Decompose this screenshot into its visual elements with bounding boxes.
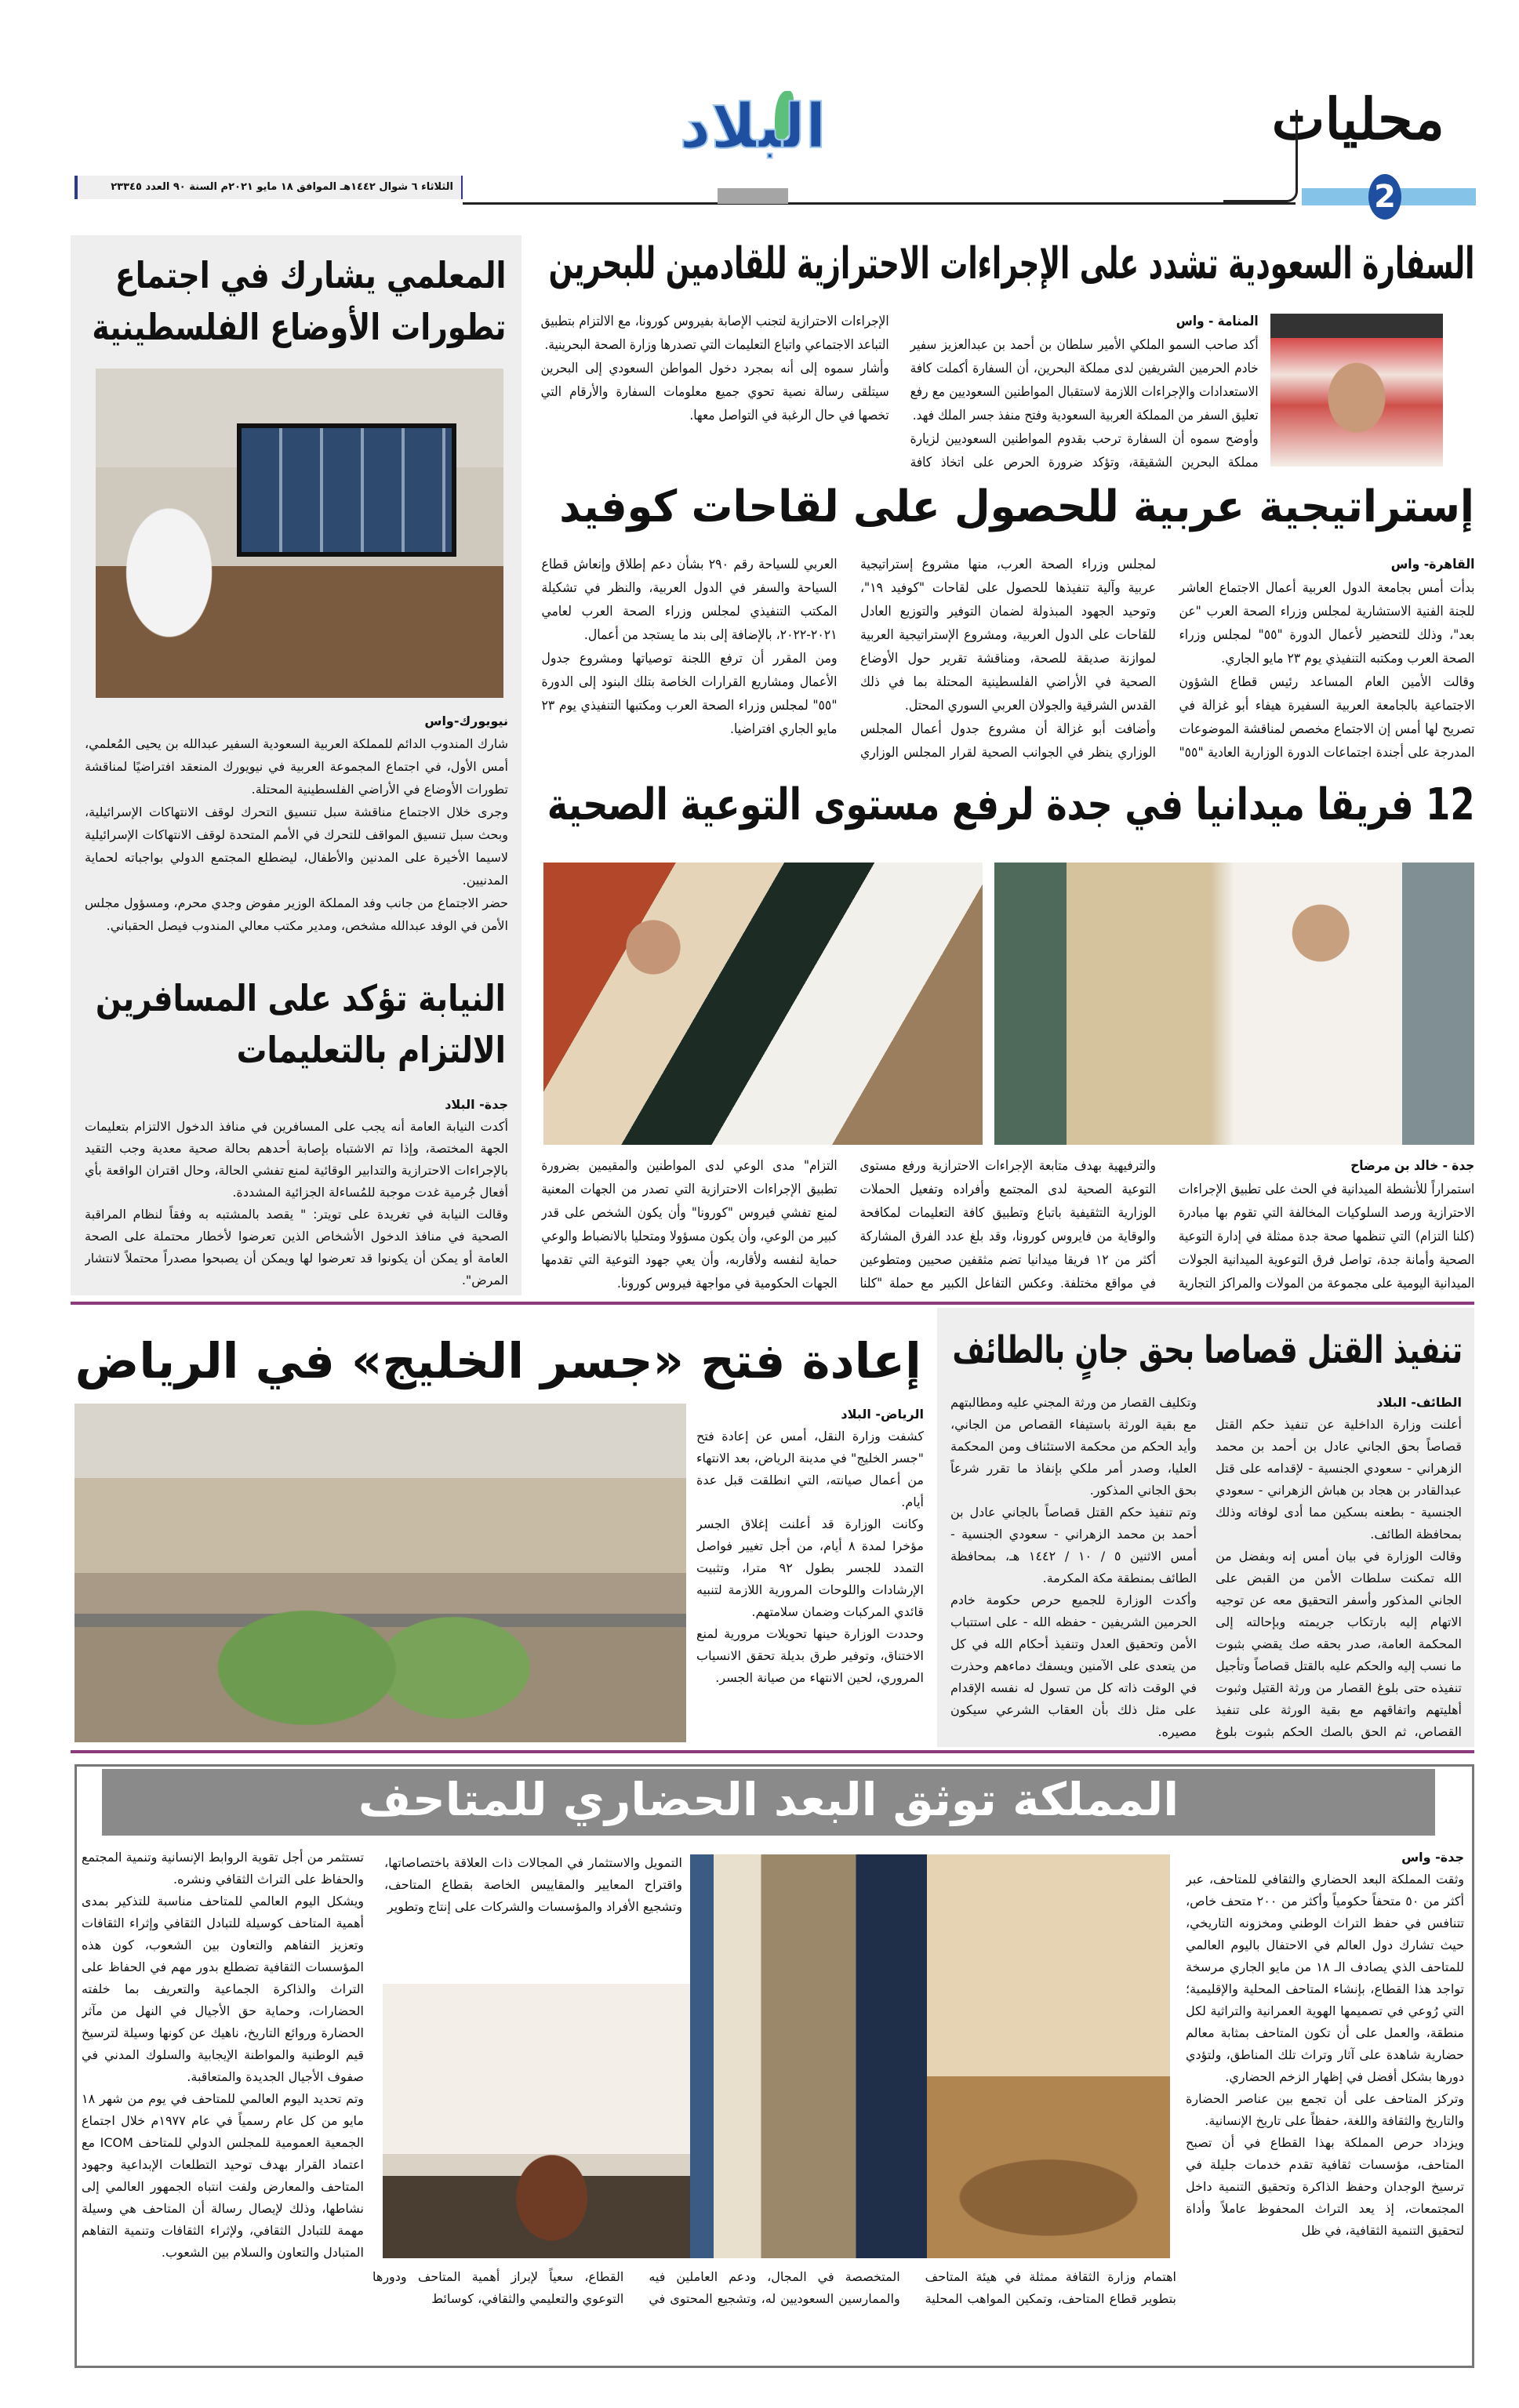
article-jeddah-teams-body: جدة - خالد بن مرضاح استمراراً للأنشطة الميدانية في الحث على تطبيق الإجراءات الاحترازية ورصد السلوكيات المخالفة التي تقوم بها مبادرة (كلنا التزام) التي تنظمها صحة جدة ممثلة في إدارة التوعية الصحية وأمانة جدة، تواصل فرق التوعوية الميدانية الجولات الميدانية اليومية على مجموعة من المولات والمراكز التجارية والترفيهية بهدف متابعة الإجراءات الاحترازية ورفع مستوى التوعية الصحية لدى المجتمع وأفراده وتفعيل الحملات الوزارية التثقيفية باتباع وتطبيق كافة التعليمات لمكافحة والوقاية من فايروس كورونا، وقد بلغ عدد الفرق المشاركة أكثر من ١٢ فريقا ميدانيا تضم مثقفين صحيين ومتطوعين في مواقع مختلفة. وعكس التفاعل الكبير مع حملة "كلنا التزام" مدى الوعي لدى المواطنين والمقيمين بضرورة تطبيق الإجراءات الاحترازية التي تصدر من الجهات المعنية لمنع تفشي فيروس "كورونا" وأن يكون الشخص على قدر كبير من الوعي، وأن يكون مسؤولا ومتحليا بالانضباط والوعي حماية لنفسه ولأقاربه، وأن يعي جهود التوعية التي تقدمها الجهات الحكومية في مواجهة فيروس كورونا. <box>541 1154 1474 1297</box>
section-divider <box>71 1302 1474 1305</box>
headline-strategy: إستراتيجية عربية للحصول على لقاحات كوفيد <box>559 482 1474 532</box>
photo-inspection-team-2 <box>543 863 983 1145</box>
photo-inspection-team-1 <box>994 863 1474 1145</box>
photo-ambassador <box>1270 314 1443 467</box>
article-bahrain-body: المنامة - واس أكد صاحب السمو الملكي الأمير سلطان بن أحمد بن عبدالعزيز سفير خادم الحرمين الشريفين لدى مملكة البحرين، أن السفارة أكملت كافة الاستعدادات والإجراءات اللازمة لاستقبال المواطنين السعوديين مع رفع تعليق السفر من المملكة العربية السعودية وفتح منفذ جسر الملك فهد. وأوضح سموه أن السفارة ترحب بقدوم المواطنين السعوديين لزيارة مملكة البحرين الشقيقة، وتؤكد ضرورة الحرص على اتخاذ كافة الإجراءات الاحترازية لتجنب الإصابة بفيروس كورونا، مع الالتزام بتطبيق التباعد الاجتماعي واتباع التعليمات التي تصدرها وزارة الصحة البحرينية. وأشار سموه إلى أنه بمجرد دخول المواطن السعودي إلى البحرين سيتلقى رسالة نصية تحوي جميع معلومات السفارة والأرقام التي تخصها في حال الرغبة في التواصل معها. <box>541 310 1259 476</box>
article-prosecution-body: جدة- البلاد أكدت النيابة العامة أنه يجب على المسافرين في منافذ الدخول الالتزام بتعليمات الجهة المختصة، وإذا تم الاشتباه بإصابة أحدهم بحالة صحية معدية وجب التقيد بالإجراءات الاحترازية والتدابير الوقائية لمنع تفشي الحالة، وحال اقتران الواقعة بأي أفعال جُرمية غدت موجبة للمُساءلة الجزائية المشددة. وقالت النيابة في تغريدة على تويتر: " يقصد بالمشتبه به وفقاً لنظام المراقبة الصحية في منافذ الدخول الأشخاص الذين تعرضوا لأخطار محتملة على الصحة العامة أو يمكن أن يكونوا قد تعرضوا لها ويمكن أن يصبحوا مصدراً محتملاً لانتشار المرض". <box>85 1094 508 1291</box>
article-strategy-body: القاهرة- واس بدأت أمس بجامعة الدول العربية أعمال الاجتماع العاشر للجنة الفنية الاستشارية لمجلس وزراء الصحة العرب "عن بعد"، وذلك للتحضير لأعمال الدورة "٥٥" لمجلس وزراء الصحة العرب ومكتبه التنفيذي يوم ٢٣ مايو الجاري. وقالت الأمين العام المساعد رئيس قطاع الشؤون الاجتماعية بالجامعة العربية السفيرة هيفاء أبو غزالة في تصريح لها أمس إن الاجتماع مخصص لمناقشة الموضوعات المدرجة على أجندة اجتماعات الدورة الوزارية العادية "٥٥" لمجلس وزراء الصحة العرب، منها مشروع إستراتيجية عربية وآلية تنفيذها للحصول على لقاحات "كوفيد ١٩"، وتوحيد الجهود المبذولة لضمان التوفير والتوزيع العادل للقاحات على الدول العربية، ومشروع الإستراتيجية العربية لموازنة صديقة للصحة، ومناقشة تقرير حول الأوضاع الصحية في الأراضي الفلسطينية المحتلة بما في ذلك القدس الشرقية والجولان العربي السوري المحتل. وأضافت أبو غزالة أن مشروع جدول أعمال المجلس الوزاري ينظر في الجوانب الصحية لقرار المجلس الوزاري العربي للسياحة رقم ٢٩٠ بشأن دعم إطلاق وإنعاش قطاع السياحة والسفر في الدول العربية، والنظر في تشكيلة المكتب التنفيذي لمجلس وزراء الصحة العرب لعامي ٢٠٢١-٢٠٢٢، بالإضافة إلى بند ما يستجد من أعمال. ومن المقرر أن ترفع اللجنة توصياتها ومشروع جدول الأعمال ومشاريع القرارات الخاصة بتلك البنود إلى الدورة "٥٥" لمجلس وزراء الصحة العرب ومكتبها التنفيذي يوم ٢٣ مايو الجاري افتراضيا. <box>541 553 1474 774</box>
article-taif-body: الطائف- البلاد أعلنت وزارة الداخلية عن تنفيذ حكم القتل قصاصاً بحق الجاني عادل بن أحمد بن محمد الزهراني - سعودي الجنسية - لإقدامه على قتل عبدالقادر بن هجاد بن هباش الزهراني - سعودي الجنسية - بطعنه بسكين مما أدى لوفاته وذلك بمحافظة الطائف. وقالت الوزارة في بيان أمس إنه وبفضل من الله تمكنت سلطات الأمن من القبض على الجاني المذكور وأسفر التحقيق معه عن توجيه الاتهام إليه بارتكاب جريمته وبإحالته إلى المحكمة العامة، صدر بحقه صك يقضي بثبوت ما نسب إليه والحكم عليه بالقتل قصاصاً وتأجيل تنفيذه حتى بلوغ القصار من ورثة القتيل وثبوت أهليتهم واتفاقهم مع بقية الورثة على تنفيذ القصاص، ثم الحق بالصك الحكم بثبوت بلوغ وتكليف القصار من ورثة المجني عليه ومطالبتهم مع بقية الورثة باستيفاء القصاص من الجاني، وأيد الحكم من محكمة الاستئناف ومن المحكمة العليا، وصدر أمر ملكي بإنفاذ ما تقرر شرعاً بحق الجاني المذكور. وتم تنفيذ حكم القتل قصاصاً بالجاني عادل بن أحمد بن محمد الزهراني - سعودي الجنسية - أمس الاثنين ٥ / ١٠ / ١٤٤٢ هـ، بمحافظة الطائف بمنطقة مكة المكرمة. وأكدت الوزارة للجميع حرص حكومة خادم الحرمين الشريفين - حفظه الله - على استتباب الأمن وتحقيق العدل وتنفيذ أحكام الله في كل من يتعدى على الآمنين ويسفك دماءهم وحذرت في الوقت ذاته كل من تسول له نفسه الإقدام على مثل ذلك بأن العقاب الشرعي سيكون مصيره. <box>950 1392 1462 1745</box>
photo-virtual-meeting <box>96 369 503 698</box>
dateline: الرياض- البلاد <box>841 1407 924 1422</box>
issue-dateline: الثلاثاء ٦ شوال ١٤٤٢هـ الموافق ١٨ مايو ٢٠٢١م السنة ٩٠ العدد ٢٣٣٤٥ <box>74 176 463 199</box>
section-divider <box>71 1750 1474 1753</box>
dateline: الطائف- البلاد <box>1376 1395 1462 1410</box>
photo-museum-pottery <box>383 1984 690 2258</box>
section-title-bracket <box>1223 110 1298 202</box>
headline-bahrain: السفارة السعودية تشدد على الإجراءات الاحترازية للقادمين للبحرين <box>548 239 1474 289</box>
article-museums-right: جدة- واس وثقت المملكة البعد الحضاري والثقافي للمتاحف، عبر أكثر من ٥٠ متحفاً حكومياً وأكثر من ٢٠٠ متحف خاص، تتنافس في حفظ التراث الوطني ومخزونه التاريخي، حيث تشارك دول العالم في الاحتفال باليوم العالمي للمتاحف الذي يصادف الـ ١٨ من مايو الجاري مرسخة تواجد هذا القطاع، بإنشاء المتاحف المحلية والإقليمية؛ التي رُوعي في تصميمها الهوية العمرانية والتراثية لكل منطقة، والعمل على أن تكون المتاحف بمثابة معالم حضارية شاهدة على آثار وتراث تلك المناطق، ولتؤدي دورها بشكل أفضل في إظهار الزخم الحضاري. وتركز المتاحف على أن تجمع بين عناصر الحضارة والتاريخ والثقافة واللغة، حفظاً على تاريخ الإنسانية. ويزداد حرص المملكة بهذا القطاع في أن تصبح المتاحف، مؤسسات ثقافية تقدم خدمات جليلة في ترسيخ الوجدان وحفظ الذاكرة وتحقيق التنمية داخل المجتمعات، إذ يعد التراث المحفوظ عاملاً وأداة لتحقيق التنمية الثقافية، في ظل <box>1186 1847 1464 2360</box>
photo-museum-heritage-house <box>690 1854 927 2258</box>
photo-museum-boat <box>927 1854 1170 2258</box>
page-number: 2 <box>1374 179 1396 215</box>
logo-underbar <box>718 188 788 204</box>
dateline: المنامة - واس <box>1176 314 1259 329</box>
meeting-screen <box>237 423 456 557</box>
article-museums-bottom-strip: اهتمام وزارة الثقافة ممثلة في هيئة المتاحف بتطوير قطاع المتاحف، وتمكين المواهب المحلية المتخصصة في المجال، ودعم العاملين فيه والممارسين السعوديين له، وتشجيع المحتوى في القطاع، سعياً لإبراز أهمية المتاحف ودورها التوعوي والتعليمي والثقافي، كوسائط <box>372 2269 1176 2306</box>
headline-riyadh: إعادة فتح «جسر الخليج» في الرياض <box>74 1333 921 1389</box>
photo-riyadh-bridge <box>74 1404 686 1742</box>
article-riyadh-body: الرياض- البلاد كشفت وزارة النقل، أمس عن إعادة فتح "جسر الخليج" في مدينة الرياض، بعد الانتهاء من أعمال صيانته، التي انطلقت قبل عدة أيام. وكانت الوزارة قد أعلنت إغلاق الجسر مؤخرا لمدة ٨ أيام، من أجل تغيير فواصل التمدد للجسر بطول ٩٢ مترا، وتثبيت الإرشادات واللوحات المرورية اللازمة لتنبيه قائدي المركبات وضمان سلامتهم. وحددت الوزارة حينها تحويلات مرورية لمنع الاختناق، وتوفير طرق بديلة تحقق الانسياب المروري، لحين الانتهاء من صيانة الجسر. <box>696 1404 924 1745</box>
dateline: جدة- البلاد <box>445 1097 508 1112</box>
page-number-badge <box>1368 174 1401 220</box>
article-newyork-body: نيويورك-واس شارك المندوب الدائم للمملكة العربية السعودية السفير عبدالله بن يحيى المُعلمي، أمس الأول، في اجتماع المجموعة العربية في نيويورك المنعقد افتراضيًا لمناقشة تطورات الأوضاع في الأراضي الفلسطينية المحتلة. وجرى خلال الاجتماع مناقشة سبل تنسيق التحرك لوقف الانتهاكات الإسرائيلية، وبحث سبل تنسيق المواقف للتحرك في الأمم المتحدة لوقف الانتهاكات الإسرائيلية لاسيما الأخيرة على المدنين والأطفال، ليضطلع المجتمع الدولي بواجباته لحماية المدنيين. حضر الاجتماع من جانب وفد المملكة الوزير مفوض وجدي محرم، ومسؤول مجلس الأمن في الوفد عبدالله مشخص، ومدير مكتب معالي المندوب فيصل الحقباني. <box>85 710 508 945</box>
dateline: نيويورك-واس <box>424 714 508 728</box>
headline-newyork: المعلمي يشارك في اجتماع تطورات الأوضاع الفلسطينية <box>91 254 506 348</box>
headline-museums: المملكة توثق البعد الحضاري للمتاحف <box>358 1774 1179 1826</box>
headline-taif: تنفيذ القتل قصاصا بحق جانٍ بالطائف <box>952 1329 1463 1372</box>
article-museums-left: تستثمر من أجل تقوية الروابط الإنسانية وتنمية المجتمع والحفاظ على التراث الثقافي ونشره. ويشكل اليوم العالمي للمتاحف مناسبة للتذكير بمدى أهمية المتاحف كوسيلة للتبادل الثقافي وإثراء الثقافات وتعزيز التفاهم والتعاون بين الشعوب، كون هذه المؤسسات الثقافية تضطلع بدور مهم في الحفاظ على التراث والذاكرة الجماعية والتعريف بما خلفته الحضارات، وحماية حق الأجيال في النهل من مآثر الحضارة وروائع التاريخ، ناهيك عن كونها وسيلة لترسيخ قيم الوطنية والمواطنة الإيجابية والسلوك المدني في صفوف الأجيال الجديدة والمتعاقبة. وتم تحديد اليوم العالمي للمتاحف في يوم من شهر ١٨ مايو من كل عام رسمياً في عام ١٩٧٧م خلال اجتماع الجمعية العمومية للمجلس الدولي للمتاحف ICOM مع اعتماد القرار بهدف توحيد التطلعات الإبداعية وجهود المتاحف والمعارض ولفت انتباه الجمهور العالمي إلى نشاطها، وذلك لإيصال رسالة أن المتاحف هي وسيلة مهمة للتبادل الثقافي، ولإثراء الثقافات وتنمية التفاهم المتبادل والتعاون والسلام بين الشعوب. <box>82 1850 364 2260</box>
newspaper-logo: البلاد <box>674 88 831 174</box>
dateline: القاهرة- واس <box>1390 557 1474 572</box>
dateline: جدة - خالد بن مرضاح <box>1350 1158 1474 1174</box>
article-museums-middle-top: التمويل والاستثمار في المجالات ذات العلاقة باختصاصاتها، واقتراح المعايير والمقاييس الخاصة بقطاع المتاحف، وتشجيع الأفراد والمؤسسات والشركات على إنتاج وتطوير <box>384 1855 682 1914</box>
headline-jeddah-teams: 12 فريقا ميدانيا في جدة لرفع مستوى التوعية الصحية <box>547 780 1474 830</box>
headline-prosecution: النيابة تؤكد على المسافرين الالتزام بالتعليمات <box>95 977 506 1071</box>
dateline: جدة- واس <box>1401 1850 1464 1865</box>
header-rule <box>463 202 1296 205</box>
section-title: محليات <box>1271 89 1445 151</box>
